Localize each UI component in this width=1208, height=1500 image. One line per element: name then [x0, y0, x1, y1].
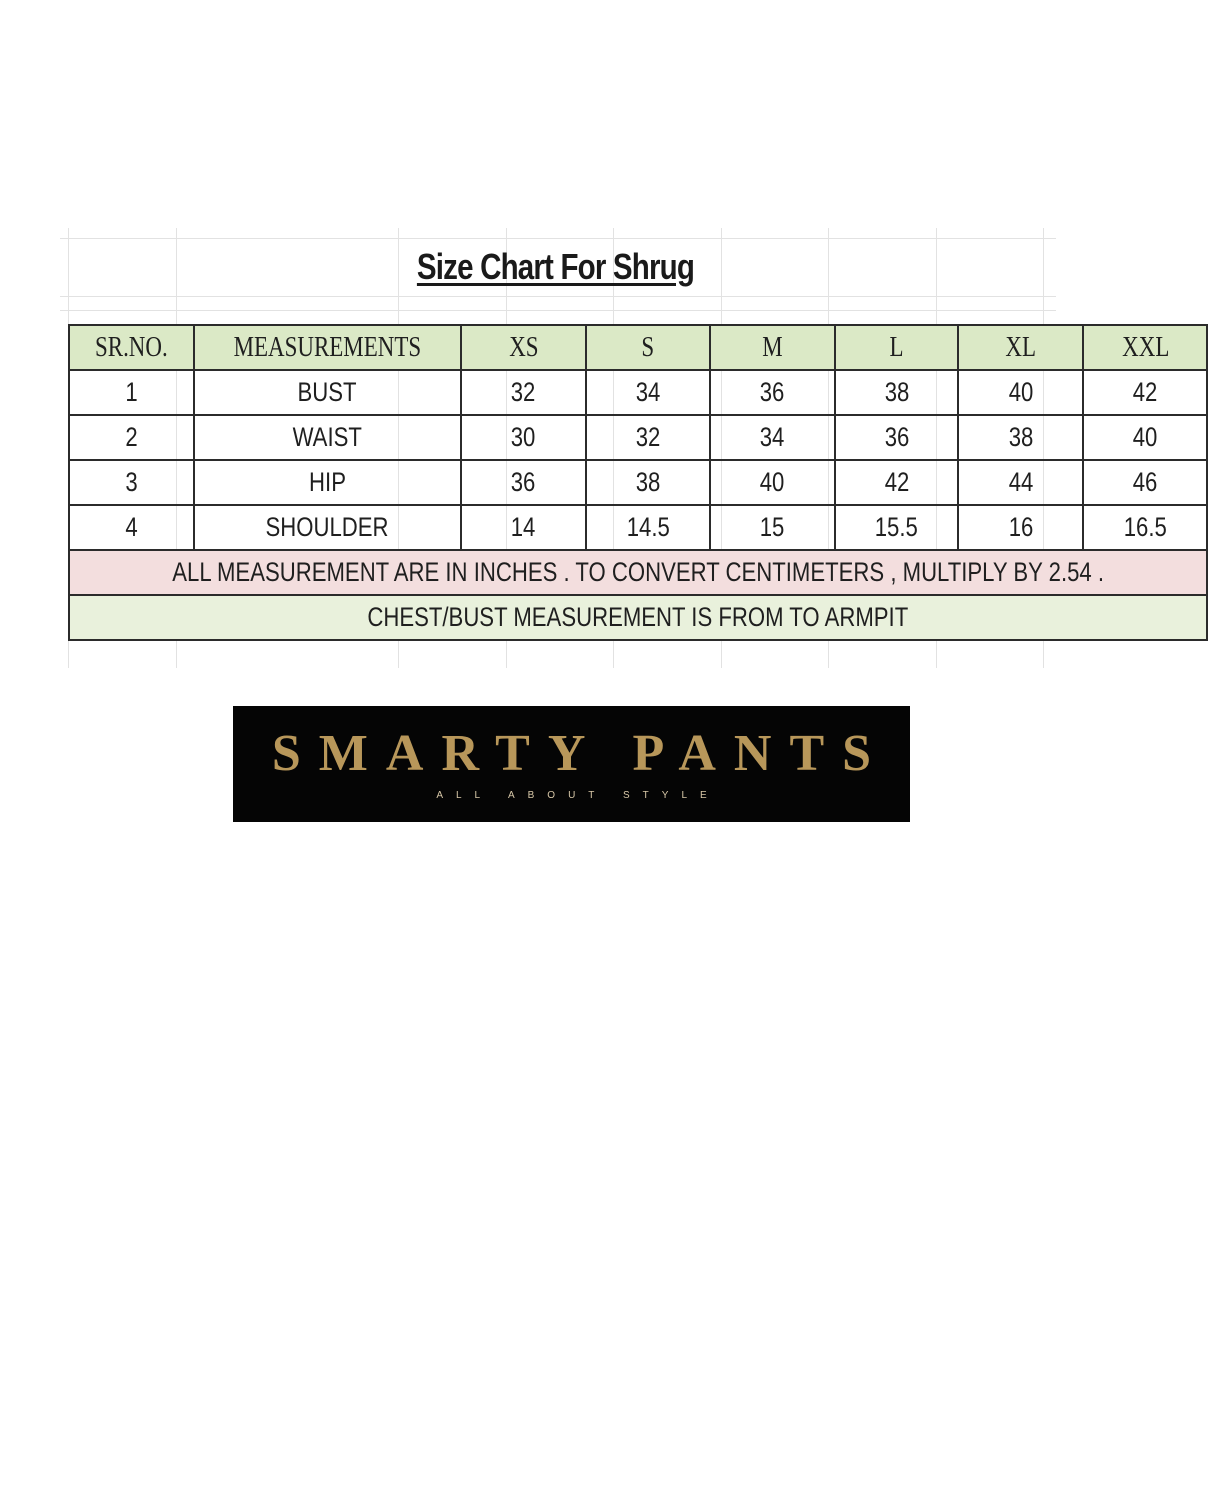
table-cell: 3: [69, 460, 194, 505]
table-cell: 14: [461, 505, 586, 550]
brand-tagline: ALL ABOUT STYLE: [436, 790, 720, 801]
grid-line: [60, 310, 1056, 311]
table-row: [69, 370, 1207, 415]
table-cell: 32: [461, 370, 586, 415]
table-header-row: [69, 325, 1207, 370]
header-cell: M: [710, 325, 835, 370]
header-cell: XL: [958, 325, 1083, 370]
table-cell: 16: [958, 505, 1083, 550]
header-cell: S: [586, 325, 710, 370]
table-cell: 38: [586, 460, 710, 505]
table-cell: 46: [1083, 460, 1207, 505]
table-row: [69, 460, 1207, 505]
bust-note: CHEST/BUST MEASUREMENT IS FROM TO ARMPIT: [69, 595, 1207, 640]
brand-name: SMARTY PANTS: [271, 725, 890, 782]
table-cell: 1: [69, 370, 194, 415]
table-cell: 30: [461, 415, 586, 460]
table-cell: 15.5: [835, 505, 959, 550]
units-note-row: [69, 550, 1207, 595]
units-note: ALL MEASUREMENT ARE IN INCHES . TO CONVERT CENTIMETERS , MULTIPLY BY 2.54 .: [69, 550, 1207, 595]
table-cell: WAIST: [194, 415, 461, 460]
table-cell: 36: [835, 415, 959, 460]
page-title: Size Chart For Shrug: [416, 246, 695, 287]
header-cell: XS: [461, 325, 586, 370]
grid-line: [60, 296, 1056, 297]
table-cell: BUST: [194, 370, 461, 415]
size-chart-table: [68, 324, 1208, 641]
table-cell: 2: [69, 415, 194, 460]
bust-note-row: [69, 595, 1207, 640]
header-cell: L: [835, 325, 959, 370]
table-cell: 44: [958, 460, 1083, 505]
table-cell: 16.5: [1083, 505, 1207, 550]
table-cell: 42: [1083, 370, 1207, 415]
table-cell: 40: [958, 370, 1083, 415]
table-cell: HIP: [194, 460, 461, 505]
table-row: [69, 415, 1207, 460]
spreadsheet-area: [0, 0, 1169, 700]
header-cell: MEASUREMENTS: [194, 325, 461, 370]
table-cell: 14.5: [586, 505, 710, 550]
table-cell: SHOULDER: [194, 505, 461, 550]
table-cell: 40: [1083, 415, 1207, 460]
table-cell: 40: [710, 460, 835, 505]
header-cell: XXL: [1083, 325, 1207, 370]
table-cell: 36: [461, 460, 586, 505]
table-cell: 38: [835, 370, 959, 415]
brand-logo: [233, 706, 910, 822]
table-cell: 36: [710, 370, 835, 415]
table-cell: 4: [69, 505, 194, 550]
table-cell: 34: [710, 415, 835, 460]
table-cell: 38: [958, 415, 1083, 460]
table-cell: 15: [710, 505, 835, 550]
table-row: [69, 505, 1207, 550]
table-cell: 42: [835, 460, 959, 505]
header-cell: SR.NO.: [69, 325, 194, 370]
table-cell: 34: [586, 370, 710, 415]
table-cell: 32: [586, 415, 710, 460]
